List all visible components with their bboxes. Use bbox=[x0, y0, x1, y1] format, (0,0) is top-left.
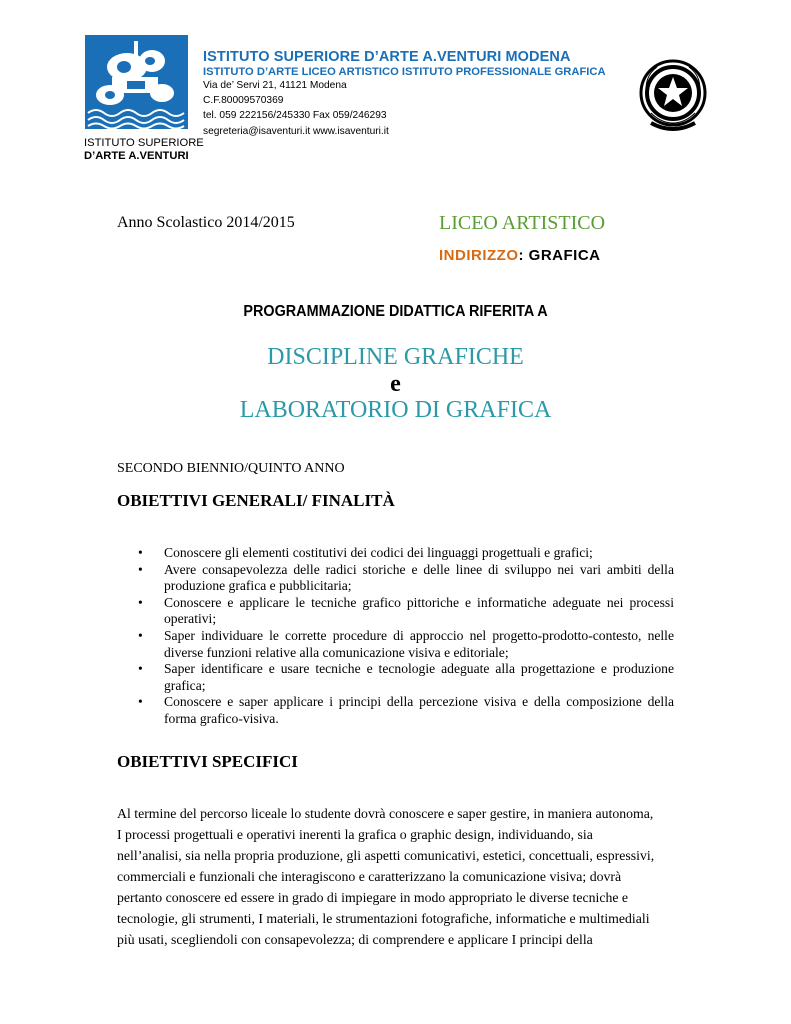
bullet-icon: • bbox=[138, 561, 143, 577]
biennio-label: SECONDO BIENNIO/QUINTO ANNO bbox=[117, 461, 345, 476]
paragraph-line: nell’analisi, sia nella propria produzione, gli aspetti comunicativi, estetici, concettuali, espressivi, bbox=[117, 848, 655, 863]
discipline-title: DISCIPLINE GRAFICHE bbox=[267, 344, 524, 370]
list-item: • Conoscere gli elementi costitutivi dei codici dei linguaggi progettuali e grafici; bbox=[138, 545, 593, 560]
paragraph-line: Al termine del percorso liceale lo studente dovrà conoscere e saper gestire, in maniera autonoma, bbox=[117, 806, 654, 821]
school-tax-code: C.F.80009570369 bbox=[203, 95, 284, 107]
indirizzo bbox=[439, 247, 601, 264]
list-item: • Conoscere e saper applicare i principi della percezione visiva e della composizione della forma grafico-visiva. bbox=[138, 694, 674, 726]
school-logo bbox=[82, 33, 204, 163]
school-contact: segreteria@isaventuri.it www.isaventuri.it bbox=[203, 125, 389, 137]
list-item: • Saper individuare le corrette procedure di approccio nel progetto-prodotto-contesto, nelle diverse funzioni relative alla comunicazione visiva e editoriale; bbox=[138, 627, 674, 660]
list-item: • Avere consapevolezza delle radici storiche e delle linee di sviluppo nei vari ambiti della produzione grafica e pubblicitaria; bbox=[138, 561, 674, 594]
paragraph-line: I processi progettuali e operativi inerenti la grafica o graphic design, individuando, sia bbox=[117, 827, 593, 842]
bullet-icon: • bbox=[138, 694, 143, 710]
specific-objectives-paragraph bbox=[117, 803, 677, 950]
bullet-icon: • bbox=[138, 661, 143, 677]
list-item: • Conoscere e applicare le tecniche grafico pittoriche e informatiche adeguate nei processi operativi; bbox=[138, 594, 674, 627]
indirizzo-label: INDIRIZZO bbox=[439, 247, 519, 264]
indirizzo-value: : GRAFICA bbox=[518, 247, 601, 264]
objectives-list bbox=[134, 545, 674, 728]
paragraph-line: pertanto conoscere ed essere in grado di impiegare in modo appropriato le diverse tecniche e bbox=[117, 890, 629, 905]
svg-text:ISTITUTO SUPERIORE: ISTITUTO SUPERIORE bbox=[84, 137, 204, 149]
heading-obiettivi-specifici: OBIETTIVI SPECIFICI bbox=[117, 752, 298, 771]
paragraph-line: tecnologie, gli strumenti, I materiali, le strumentazioni fotografiche, informatiche e multimediali bbox=[117, 911, 650, 926]
school-year: Anno Scolastico 2014/2015 bbox=[117, 214, 295, 231]
laboratorio-title: LABORATORIO DI GRAFICA bbox=[239, 397, 552, 423]
paragraph-line: commerciali e funzionali che interagiscono e caratterizzano la comunicazione visiva; dovrà bbox=[117, 869, 622, 884]
conjunction: e bbox=[390, 371, 401, 397]
school-address: Via de’ Servi 21, 41121 Modena bbox=[203, 80, 347, 91]
liceo-title: LICEO ARTISTICO bbox=[439, 212, 606, 234]
heading-obiettivi-generali: OBIETTIVI GENERALI/ FINALITÀ bbox=[117, 491, 395, 510]
school-name: ISTITUTO SUPERIORE D’ARTE A.VENTURI MODENA bbox=[203, 49, 571, 65]
list-item: • Saper identificare e usare tecniche e tecnologie adeguate alla progettazione e produzione grafica; bbox=[138, 661, 674, 693]
paragraph-line: più usati, scegliendoli con consapevolezza; di comprendere e applicare I principi della bbox=[117, 932, 593, 947]
school-subtitle: ISTITUTO D’ARTE LICEO ARTISTICO ISTITUTO PROFESSIONALE GRAFICA bbox=[203, 66, 606, 78]
school-phone: tel. 059 222156/245330 Fax 059/246293 bbox=[203, 110, 387, 122]
programmazione-heading: PROGRAMMAZIONE DIDATTICA RIFERITA A bbox=[243, 303, 548, 320]
republic-emblem-icon bbox=[637, 57, 709, 135]
bullet-icon: • bbox=[138, 545, 143, 560]
bullet-icon: • bbox=[138, 627, 143, 643]
svg-text:D’ARTE A.VENTURI: D’ARTE A.VENTURI bbox=[84, 150, 189, 162]
school-header bbox=[203, 49, 606, 139]
bullet-icon: • bbox=[138, 594, 143, 610]
